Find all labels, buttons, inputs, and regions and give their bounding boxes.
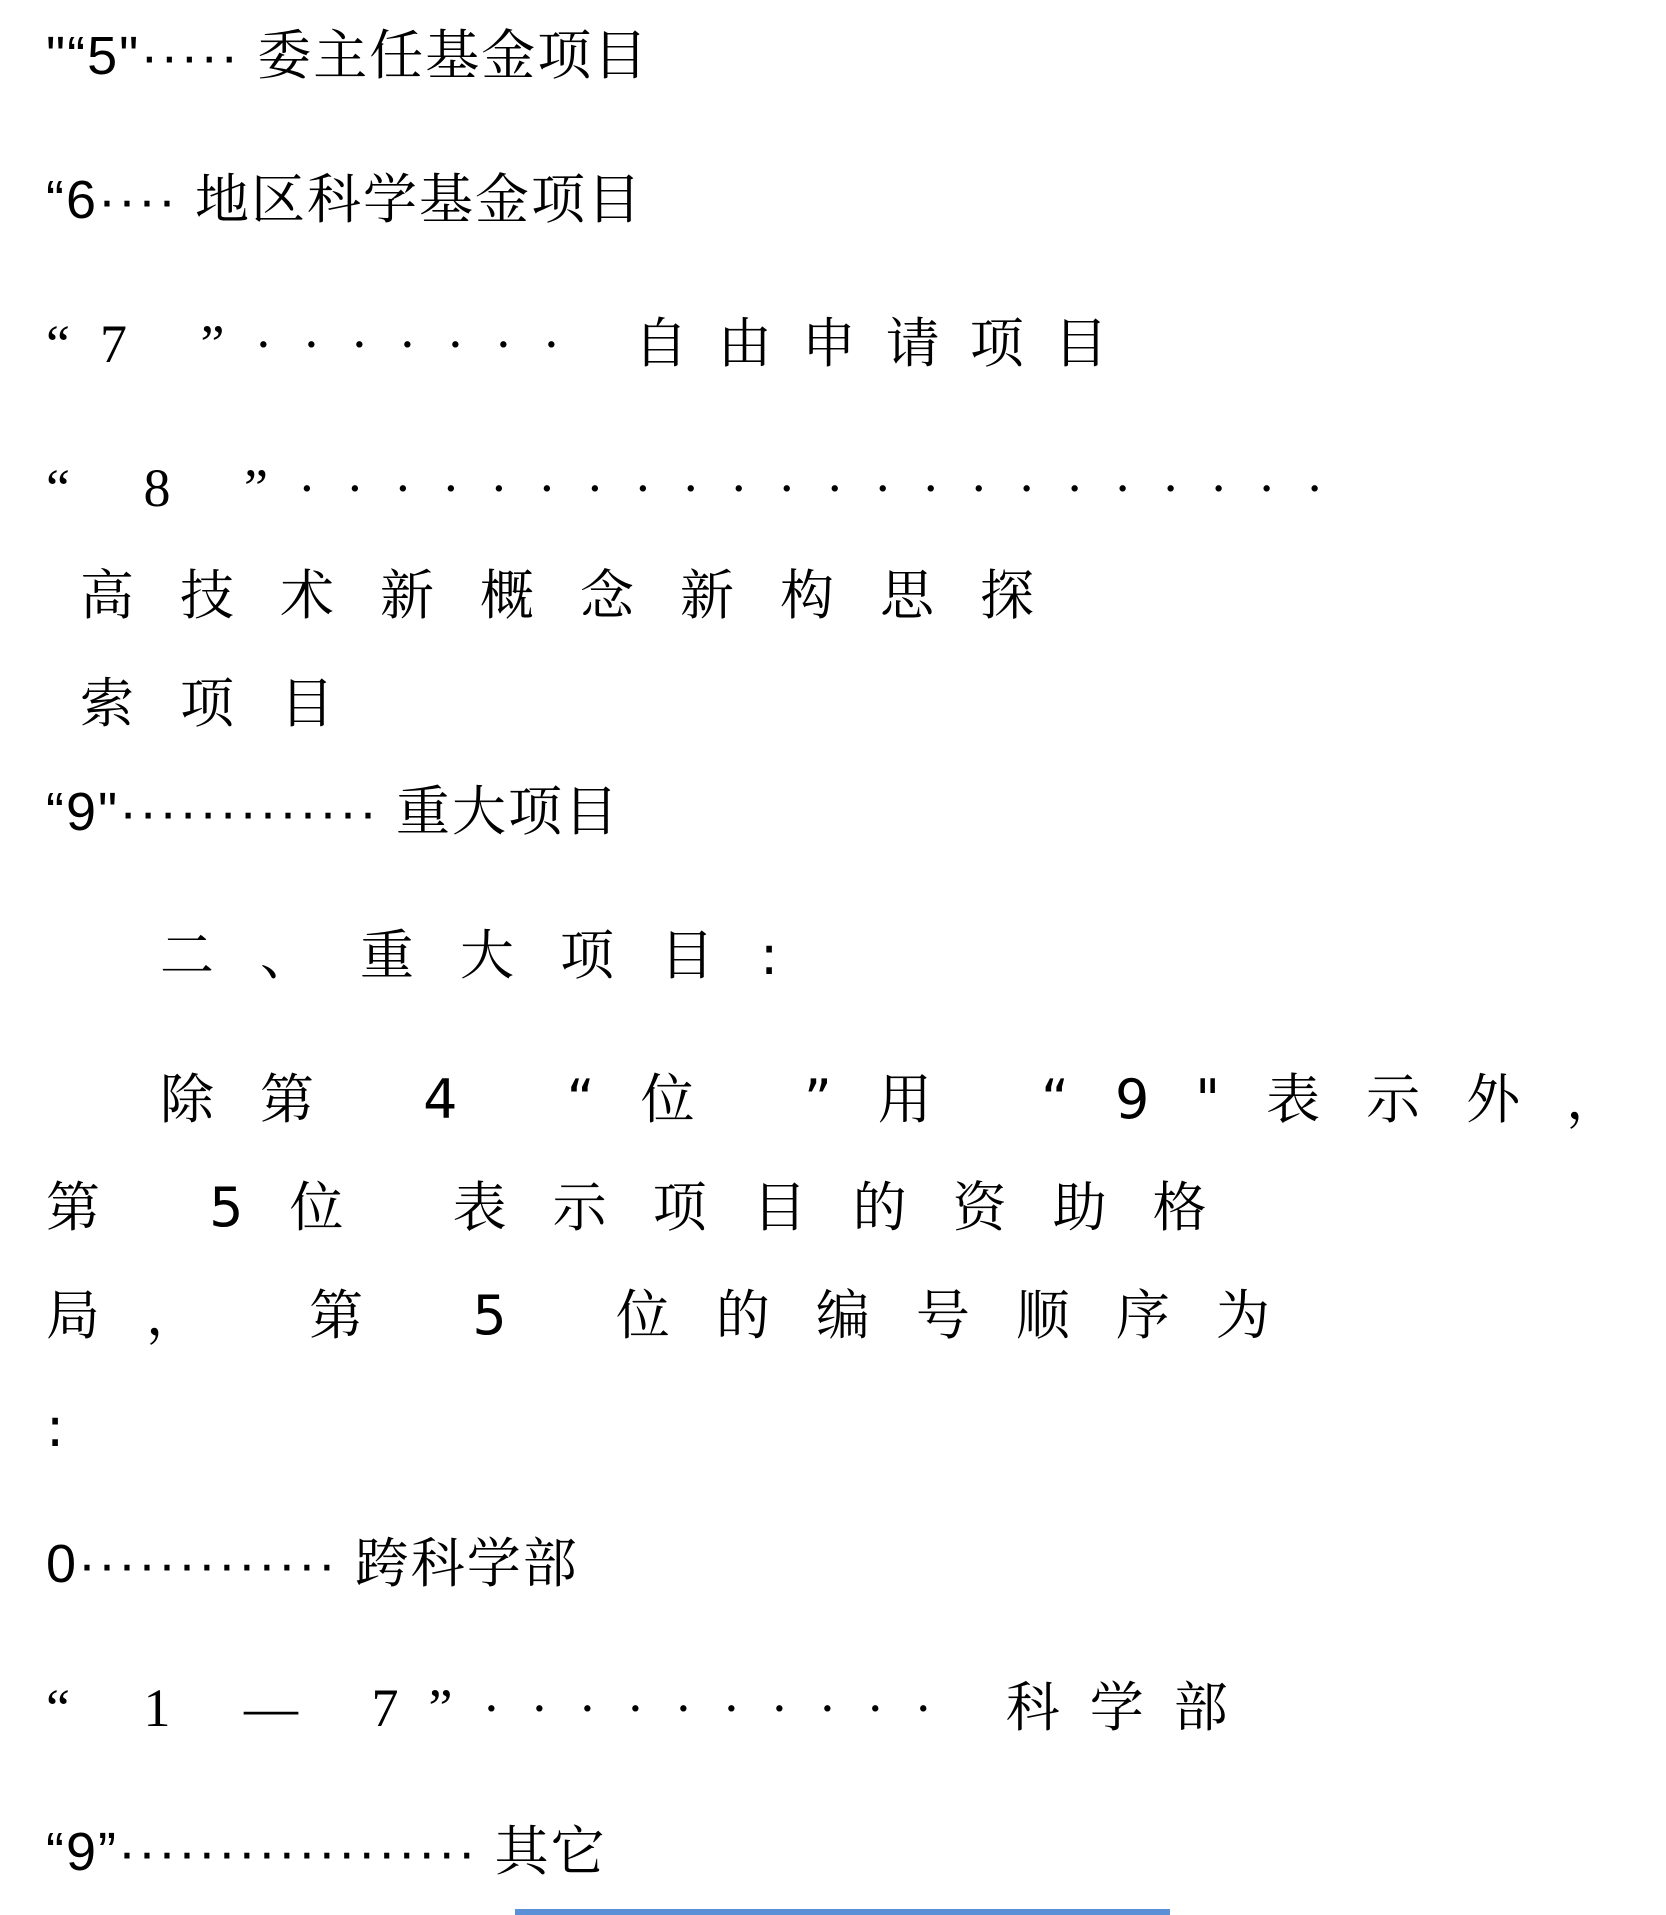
text-line — [46, 304, 1146, 384]
text-line — [80, 664, 1180, 744]
text-line — [46, 1668, 1258, 1748]
text-line — [46, 1388, 1146, 1468]
section-heading — [160, 916, 1260, 996]
text-line — [46, 1812, 1146, 1892]
text-line — [46, 448, 1354, 528]
line-text: : — [46, 1396, 111, 1459]
line-text: 0············· 跨科学部 — [46, 1534, 579, 1594]
text-line — [46, 772, 1146, 852]
line-text: “7 ”······· 自由申请项目 — [46, 314, 1138, 374]
line-text: “9”·················· 其它 — [46, 1822, 607, 1882]
text-line — [46, 1524, 1146, 1604]
line-text: “6···· 地区科学基金项目 — [46, 170, 643, 230]
text-line — [80, 556, 1180, 636]
text-line — [46, 160, 1146, 240]
scroll-progress-bar[interactable] — [515, 1909, 1170, 1915]
line-text: 索项目 — [80, 672, 380, 735]
text-line — [160, 1060, 1666, 1140]
line-text: 局， 第 5 位的编号顺序为 — [46, 1284, 1316, 1347]
line-text: 除第 4 “位 ”用 “9"表示外， — [160, 1068, 1666, 1131]
line-text: "“5"····· 委主任基金项目 — [46, 26, 650, 86]
text-line — [46, 16, 1146, 96]
line-text: “9"············· 重大项目 — [46, 782, 620, 842]
line-text: “ 8 ”······················ — [46, 458, 1354, 518]
line-text: 第 5位 表示项目的资助格 — [46, 1176, 1253, 1239]
text-line — [46, 1276, 1316, 1356]
line-text: “ 1 — 7”·········· 科学部 — [46, 1678, 1258, 1738]
line-text: 高技术新概念新构思探 — [80, 564, 1080, 627]
line-text: 二、重大项目: — [160, 924, 825, 987]
text-line — [46, 1168, 1253, 1248]
